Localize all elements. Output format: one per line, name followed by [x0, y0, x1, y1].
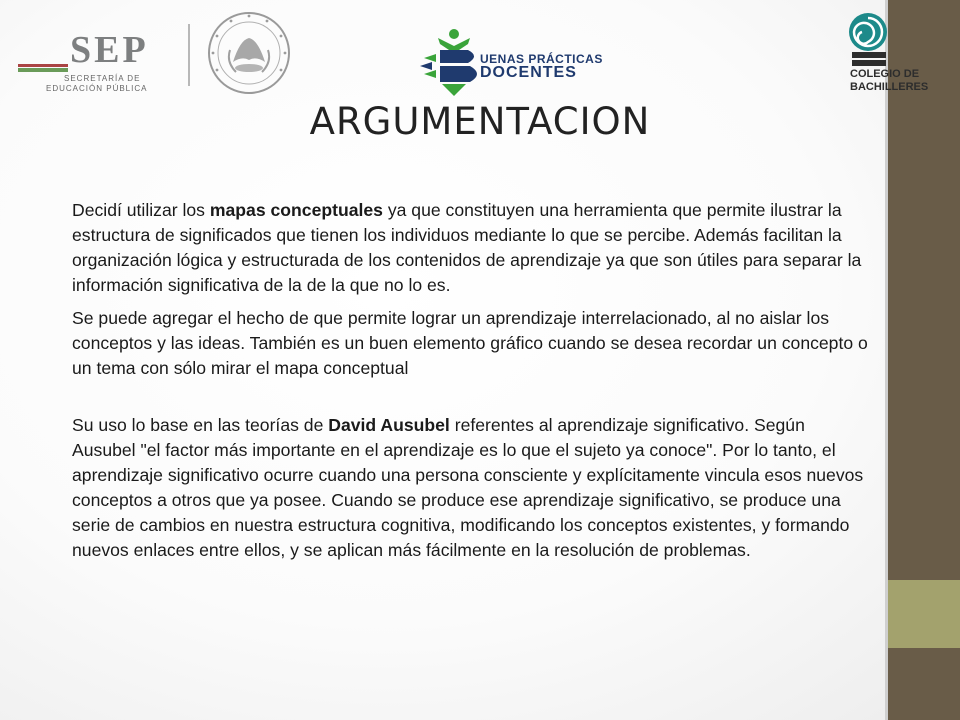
- sep-logo-subtitle-2: EDUCACIÓN PÚBLICA: [46, 84, 148, 93]
- logo-divider: [188, 24, 190, 86]
- paragraph-2: Se puede agregar el hecho de que permite lograr un aprendizaje interrelacionado, al no aislar los conceptos y las ideas. También es un buen elemento gráfico cuando se desea recordar un concepto o un tema con sólo mirar el mapa conceptual: [72, 308, 868, 378]
- sep-logo: [16, 26, 176, 98]
- side-bar-dark-bottom: [888, 648, 960, 720]
- buenas-practicas-docentes-logo: [418, 28, 603, 98]
- paragraph-3-text-c: referentes al aprendizaje significativo. Según Ausubel "el factor más importante en el aprendizaje es lo que el sujeto ya conoce". Por lo tanto, el aprendizaje significativo ocurre cuando una persona consciente y explícitamente vincula esos nuevos conceptos a otros que ya posee. Cuando se produce ese aprendizaje significativo, se produce una serie de cambios en nuestra estructura cognitiva, modificando los conceptos existentes, y formando nuevos enlaces entre ellos, y se aplican más fácilmente en la resolución de problemas.: [72, 415, 864, 560]
- paragraph-1-bold: mapas conceptuales: [209, 200, 383, 220]
- cb-logo-text-1: COLEGIO DE: [850, 68, 920, 80]
- paragraph-1-text-c: ya que constituyen una herramienta que permite ilustrar la estructura de significados que tienen los individuos mediante lo que se percibe. Además facilitan la organización lógica y estructurada de los contenidos de aprendizaje ya que son útiles para separar la información significativa de la de la que no lo es.: [72, 200, 862, 295]
- national-seal-icon: [206, 10, 292, 96]
- paragraph-1-text-a: Decidí utilizar los: [72, 200, 210, 220]
- bpd-logo-top-text: UENAS PRÁCTICAS: [480, 52, 603, 66]
- sep-logo-subtitle-1: SECRETARÍA DE: [64, 74, 141, 83]
- sep-flag-stripe-red: [18, 64, 68, 67]
- sep-flag-stripe-green: [18, 68, 68, 72]
- sep-logo-word: SEP: [70, 29, 149, 71]
- colegio-de-bachilleres-logo: [846, 8, 942, 104]
- cb-logo-text-2: BACHILLERES: [850, 81, 929, 93]
- slide-title: ARGUMENTACION: [309, 100, 651, 143]
- paragraph-1: [72, 198, 868, 298]
- cb-spiral-icon: [846, 8, 942, 68]
- paragraph-3-bold: David Ausubel: [328, 415, 450, 435]
- paragraph-3-text-a: Su uso lo base en las teorías de: [72, 415, 329, 435]
- slide-body: [72, 198, 868, 571]
- side-bar-light: [888, 580, 960, 648]
- bpd-logo-bottom-text: DOCENTES: [480, 64, 577, 81]
- paragraph-3: [72, 413, 868, 563]
